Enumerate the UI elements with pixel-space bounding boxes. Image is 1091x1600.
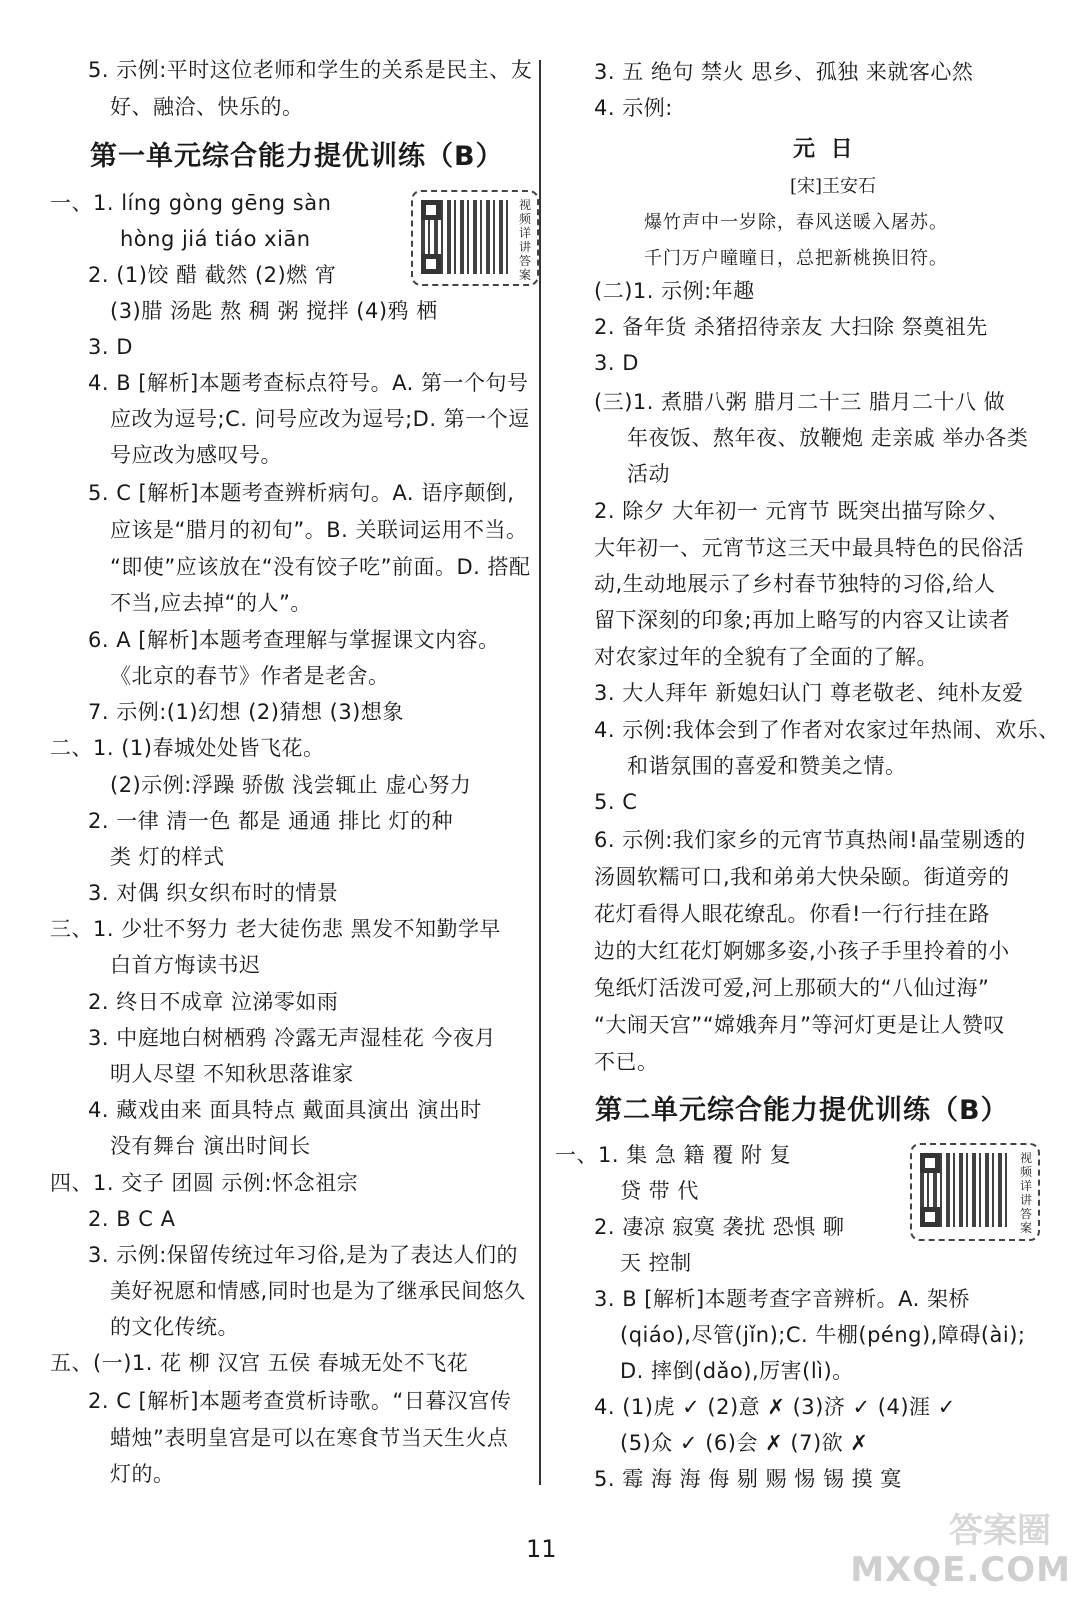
qr-label: 视频详讲答案 [1019,1151,1032,1235]
answer-line: 二、1. (1)春城处处皆飞花。 [50,736,325,760]
answer-line: (5)众 ✓ (6)会 ✗ (7)欲 ✗ [620,1431,869,1455]
answer-line: 汤圆软糯可口,我和弟弟大快朵颐。街道旁的 [594,865,1010,889]
answer-line: 2. 除夕 大年初一 元宵节 既突出描写除夕、 [594,499,1010,523]
poem-title: 元 日 [793,136,857,162]
answer-line: (qiáo),尽管(jǐn);C. 牛棚(péng),障碍(ài); [620,1323,1026,1347]
poem-author: [宋]王安石 [790,176,877,197]
answer-line: hòng jiá tiáo xiān [120,227,311,251]
answer-line: 3. B [解析]本题考查字音辨析。A. 架桥 [594,1287,971,1311]
answer-line: 五、(一)1. 花 柳 汉宫 五侯 春城无处不飞花 [50,1351,469,1375]
answer-line: “即使”应该放在“没有饺子吃”前面。D. 搭配 [110,555,531,579]
qr-code-bottom[interactable] [910,1143,1040,1241]
answer-line: 四、1. 交子 团圆 示例:怀念祖宗 [50,1171,359,1195]
answer-line: 3. D [88,335,133,359]
answer-line: 2. 一律 清一色 都是 通通 排比 灯的种 [88,809,454,833]
answer-line: 类 灯的样式 [110,845,225,869]
answer-line: 应该是“腊月的初旬”。B. 关联词运用不当。 [110,518,528,542]
answer-line: 年夜饭、熬年夜、放鞭炮 走亲戚 举办各类 [627,426,1029,450]
answer-line: 6. 示例:我们家乡的元宵节真热闹!晶莹剔透的 [594,828,1026,852]
answer-line: D. 摔倒(dǎo),厉害(lì)。 [620,1359,854,1383]
answer-line: 应改为逗号;C. 问号应改为逗号;D. 第一个逗 [110,407,530,431]
answer-line: 对农家过年的全貌有了全面的了解。 [594,645,938,669]
answer-line: 7. 示例:(1)幻想 (2)猜想 (3)想象 [88,700,404,724]
answer-line: 5. C [594,790,638,814]
answer-line: (三)1. 煮腊八粥 腊月二十三 腊月二十八 做 [594,390,1006,414]
answer-line: 贷 带 代 [620,1179,699,1203]
answer-line: 2. C [解析]本题考查赏析诗歌。“日暮汉宫传 [88,1389,512,1413]
answer-line: 3. D [594,351,639,375]
answer-line: 不当,应去掉“的人”。 [110,591,312,615]
answer-line: 不已。 [594,1050,659,1074]
answer-line: 动,生动地展示了乡村春节独特的习俗,给人 [594,572,996,596]
answer-line: 5. C [解析]本题考查辨析病句。A. 语序颠倒, [88,481,515,505]
answer-line: 一、1. líng gòng gēng sàn [50,191,332,215]
poem-line-2: 千门万户曈曈日，总把新桃换旧符。 [644,248,948,269]
answer-line: 大年初一、元宵节这三天中最具特色的民俗活 [594,536,1024,560]
answer-line: 3. 五 绝句 禁火 思乡、孤独 来就客心然 [594,60,974,84]
answer-line: 6. A [解析]本题考查理解与掌握课文内容。 [88,628,500,652]
answer-line: 白首方悔读书迟 [110,953,261,977]
qr-label: 视频详讲答案 [518,198,531,282]
qr-code-icon [920,1153,1010,1227]
answer-line: 的文化传统。 [110,1315,239,1339]
answer-line: 3. 大人拜年 新媳妇认门 尊老敬老、纯朴友爱 [594,681,1024,705]
answer-line: 4. B [解析]本题考查标点符号。A. 第一个句号 [88,371,529,395]
answer-line: 5. 示例:平时这位老师和学生的关系是民主、友 [88,58,533,82]
answer-line: 边的大红花灯婀娜多姿,小孩子手里拎着的小 [594,939,1010,963]
watermark: MXQE.COM [850,1550,1071,1590]
answer-line: 4. (1)虎 ✓ (2)意 ✗ (3)济 ✓ (4)涯 ✓ [594,1395,956,1419]
answer-line: 美好祝愿和情感,同时也是为了继承民间悠久 [110,1279,526,1303]
answer-line: 蜡烛”表明皇宫是可以在寒食节当天生火点 [110,1426,509,1450]
answer-line: 灯的。 [110,1462,175,1486]
qr-code-icon [421,200,511,274]
answer-line: 和谐氛围的喜爱和赞美之情。 [627,754,907,778]
answer-line: 3. 中庭地白树栖鸦 冷露无声湿桂花 今夜月 [88,1026,497,1050]
answer-line: 2. 备年货 杀猪招待亲友 大扫除 祭奠祖先 [594,315,988,339]
answer-line: 号应改为感叹号。 [110,443,282,467]
answer-line: (二)1. 示例:年趣 [594,279,755,303]
answer-line: 好、融洽、快乐的。 [110,95,304,119]
answer-line: 一、1. 集 急 籍 覆 附 复 [555,1143,792,1167]
answer-line: 天 控制 [620,1251,692,1275]
answer-line: (2)示例:浮躁 骄傲 浅尝辄止 虚心努力 [110,773,472,797]
column-divider [539,60,541,1485]
answer-line: 没有舞台 演出时间长 [110,1134,311,1158]
answer-line: 花灯看得人眼花缭乱。你看!一行行挂在路 [594,902,990,926]
answer-line: 4. 示例:我体会到了作者对农家过年热闹、欢乐、 [594,718,1060,742]
answer-line: 三、1. 少壮不努力 老大徒伤悲 黑发不知勤学早 [50,917,502,941]
answer-line: 3. 对偶 织女织布时的情景 [88,881,339,905]
answer-line: 活动 [627,462,670,486]
answer-line: “大闹天宫”“嫦娥奔月”等河灯更是让人赞叹 [594,1013,1006,1037]
section-heading: 第一单元综合能力提优训练（B） [90,141,504,172]
section-heading: 第二单元综合能力提优训练（B） [595,1095,1009,1126]
qr-code-top[interactable] [411,190,539,286]
answer-line: 4. 藏戏由来 面具特点 戴面具演出 演出时 [88,1098,482,1122]
answer-line: 5. 霉 海 海 侮 剔 赐 惕 锡 摸 寞 [594,1467,902,1491]
answer-line: 2. B C A [88,1207,176,1231]
answer-line: (3)腊 汤匙 熬 稠 粥 搅拌 (4)鸦 栖 [110,299,438,323]
answer-line: 4. 示例: [594,96,673,120]
answer-line: 《北京的春节》作者是老舍。 [110,664,390,688]
poem-line-1: 爆竹声中一岁除，春风送暖入屠苏。 [644,212,948,233]
answer-line: 兔纸灯活泼可爱,河上那硕大的“八仙过海” [594,976,990,1000]
answer-line: 留下深刻的印象;再加上略写的内容又让读者 [594,608,1011,632]
answer-line: 明人尽望 不知秋思落谁家 [110,1062,354,1086]
page-number: 11 [526,1535,557,1563]
answer-line: 2. 终日不成章 泣涕零如雨 [88,990,339,1014]
answer-line: 3. 示例:保留传统过年习俗,是为了表达人们的 [88,1243,518,1267]
answer-line: 2. 凄凉 寂寞 袭扰 恐惧 聊 [594,1215,845,1239]
watermark-logo: 答案圈 [949,1511,1051,1551]
answer-line: 2. (1)饺 醋 截然 (2)燃 宵 [88,263,337,287]
